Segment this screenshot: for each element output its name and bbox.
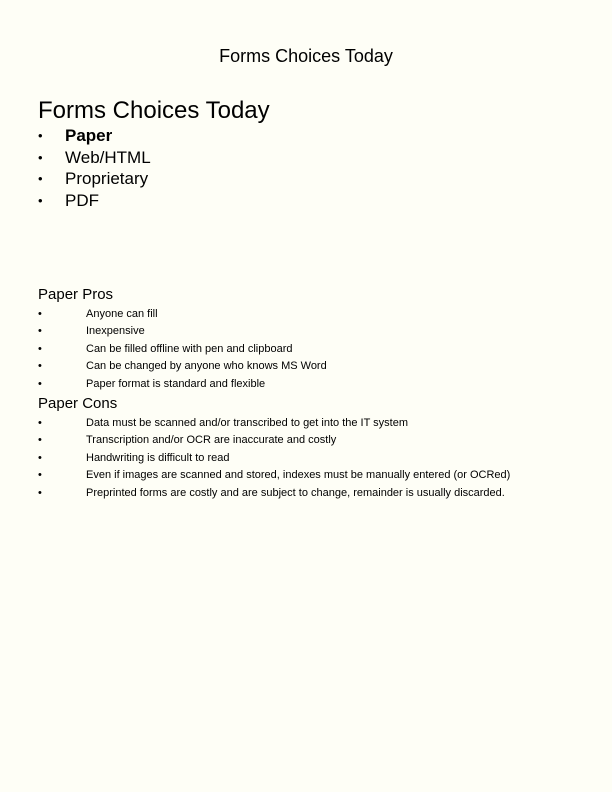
list-item-label: Handwriting is difficult to read bbox=[86, 451, 230, 464]
bullet-icon: • bbox=[38, 486, 42, 499]
list-item-label: Paper format is standard and flexible bbox=[86, 377, 266, 390]
bullet-icon: • bbox=[38, 360, 42, 373]
list-item bbox=[38, 147, 151, 169]
bullet-icon: • bbox=[38, 434, 42, 447]
bullet-icon: • bbox=[38, 193, 43, 209]
list-item-label: Proprietary bbox=[65, 169, 149, 189]
cons-heading: Paper Cons bbox=[38, 395, 118, 412]
list-item bbox=[38, 190, 151, 212]
slide-title: Forms Choices Today bbox=[38, 97, 270, 124]
list-item-label: Web/HTML bbox=[65, 147, 151, 167]
list-item bbox=[38, 450, 510, 467]
bullet-icon: • bbox=[38, 417, 42, 429]
list-item bbox=[38, 168, 151, 190]
bullet-icon: • bbox=[38, 377, 42, 390]
list-item-label: Inexpensive bbox=[86, 325, 145, 338]
pros-heading: Paper Pros bbox=[38, 286, 114, 303]
list-item-label: Transcription and/or OCR are inaccurate and costly bbox=[86, 434, 337, 447]
choices-list bbox=[38, 125, 151, 212]
bullet-icon: • bbox=[38, 149, 43, 165]
bullet-icon: • bbox=[38, 171, 43, 187]
list-item bbox=[38, 358, 327, 375]
page-header: Forms Choices Today bbox=[219, 46, 393, 66]
list-item bbox=[38, 467, 510, 484]
bullet-icon: • bbox=[38, 451, 42, 464]
list-item-label: Can be changed by anyone who knows MS Word bbox=[86, 360, 327, 373]
list-item bbox=[38, 485, 510, 502]
list-item-label: Anyone can fill bbox=[86, 308, 158, 320]
list-item-label: PDF bbox=[65, 191, 99, 211]
bullet-icon: • bbox=[38, 325, 42, 338]
list-item bbox=[38, 306, 327, 323]
list-item bbox=[38, 323, 327, 340]
list-item-label: Data must be scanned and/or transcribed to get into the IT system bbox=[86, 417, 409, 429]
cons-list bbox=[38, 415, 510, 502]
list-item-label: Even if images are scanned and stored, indexes must be manually entered (or OCRed) bbox=[86, 469, 511, 482]
list-item bbox=[38, 376, 327, 393]
list-item-label: Can be filled offline with pen and clipboard bbox=[86, 342, 293, 355]
list-item bbox=[38, 432, 510, 449]
list-item bbox=[38, 125, 151, 147]
list-item bbox=[38, 415, 510, 432]
pros-list bbox=[38, 306, 327, 393]
list-item bbox=[38, 341, 327, 358]
bullet-icon: • bbox=[38, 128, 43, 143]
list-item-label: Paper bbox=[65, 126, 113, 145]
bullet-icon: • bbox=[38, 342, 42, 355]
bullet-icon: • bbox=[38, 308, 42, 320]
bullet-icon: • bbox=[38, 469, 42, 482]
list-item-label: Preprinted forms are costly and are subject to change, remainder is usually discarded. bbox=[86, 486, 505, 499]
